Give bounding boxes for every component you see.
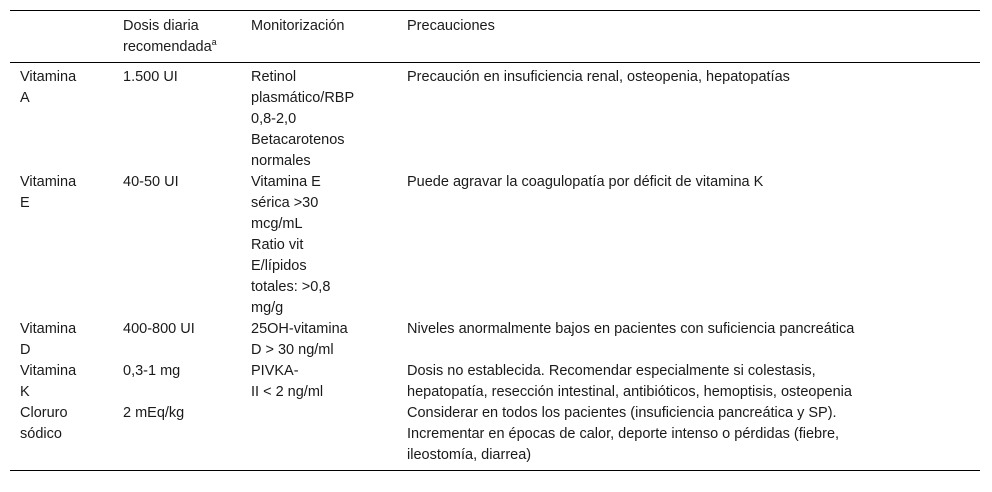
row-name-cell (10, 67, 113, 172)
row-name-cell-line: Vitamina (20, 321, 77, 337)
table-body (10, 63, 980, 470)
table-row (10, 403, 980, 466)
row-name-cell (10, 361, 113, 403)
monitoring-cell-line: Vitamina E (251, 174, 321, 190)
dose-cell-line: 1.500 UI (123, 69, 178, 85)
table-row (10, 361, 980, 403)
monitoring-cell (241, 361, 397, 403)
row-name-cell-line: Vitamina (20, 174, 77, 190)
precautions-cell-line: Incrementar en épocas de calor, deporte intenso o pérdidas (fiebre, (407, 426, 840, 442)
row-name-cell-line: D (20, 342, 31, 358)
monitoring-cell-line: 0,8-2,0 (251, 111, 297, 127)
precautions-cell-line: ileostomía, diarrea) (407, 447, 532, 463)
header-empty-cell (10, 11, 113, 62)
precautions-cell (397, 403, 980, 466)
precautions-cell-line: hepatopatía, resección intestinal, antibióticos, hemoptisis, osteopenia (407, 384, 852, 400)
dose-cell (113, 361, 241, 403)
row-name-cell (10, 403, 113, 466)
dose-cell-line: 0,3-1 mg (123, 363, 181, 379)
monitoring-cell (241, 319, 397, 361)
monitoring-cell-line: PIVKA- (251, 363, 299, 379)
row-name-cell-line: sódico (20, 426, 62, 442)
monitoring-cell-line: Betacarotenos (251, 132, 345, 148)
row-name-cell-line: Vitamina (20, 363, 77, 379)
monitoring-cell-line: plasmático/RBP (251, 90, 355, 106)
row-name-cell-line: K (20, 384, 30, 400)
monitoring-cell-line: Ratio vit (251, 237, 304, 253)
precautions-cell (397, 172, 980, 319)
dose-cell (113, 67, 241, 172)
monitoring-cell-line: Retinol (251, 69, 297, 85)
table-row (10, 172, 980, 319)
monitoring-cell (241, 67, 397, 172)
row-name-cell-line: E (20, 195, 30, 211)
dose-cell (113, 319, 241, 361)
monitoring-cell (241, 172, 397, 319)
row-name-cell (10, 319, 113, 361)
header-dose (113, 11, 241, 62)
dose-cell-line: 2 mEq/kg (123, 405, 185, 421)
header-monitoring: Monitorización (251, 18, 345, 34)
monitoring-cell-line: II < 2 ng/ml (251, 384, 324, 400)
table-row (10, 67, 980, 172)
monitoring-cell-line: totales: >0,8 (251, 279, 331, 295)
table-header-row (10, 11, 980, 63)
precautions-cell-line: Dosis no establecida. Recomendar especialmente si colestasis, (407, 363, 816, 379)
dose-cell (113, 403, 241, 466)
header-dose-line2: recomendada (123, 39, 212, 55)
monitoring-cell-line: sérica >30 (251, 195, 319, 211)
row-name-cell (10, 172, 113, 319)
monitoring-cell-line: 25OH-vitamina (251, 321, 348, 337)
supplement-table (10, 10, 980, 471)
row-name-cell-line: A (20, 90, 30, 106)
monitoring-cell-line: D > 30 ng/ml (251, 342, 334, 358)
table-row (10, 319, 980, 361)
precautions-cell-line: Niveles anormalmente bajos en pacientes con suficiencia pancreática (407, 321, 855, 337)
precautions-cell (397, 319, 980, 361)
footnote-marker: a (211, 37, 217, 48)
monitoring-cell-line: normales (251, 153, 311, 169)
precautions-cell-line: Precaución en insuficiencia renal, osteopenia, hepatopatías (407, 69, 790, 85)
row-name-cell-line: Vitamina (20, 69, 77, 85)
monitoring-cell (241, 403, 397, 466)
precautions-cell (397, 361, 980, 403)
dose-cell-line: 400-800 UI (123, 321, 195, 337)
monitoring-cell-line: mcg/mL (251, 216, 303, 232)
dose-cell-line: 40-50 UI (123, 174, 179, 190)
dose-cell (113, 172, 241, 319)
header-dose-line1: Dosis diaria (123, 18, 199, 34)
monitoring-cell-line: mg/g (251, 300, 284, 316)
header-precautions: Precauciones (407, 18, 495, 34)
precautions-cell-line: Considerar en todos los pacientes (insuficiencia pancreática y SP). (407, 405, 837, 421)
precautions-cell (397, 67, 980, 172)
precautions-cell-line: Puede agravar la coagulopatía por déficit de vitamina K (407, 174, 764, 190)
row-name-cell-line: Cloruro (20, 405, 68, 421)
monitoring-cell-line: E/lípidos (251, 258, 307, 274)
